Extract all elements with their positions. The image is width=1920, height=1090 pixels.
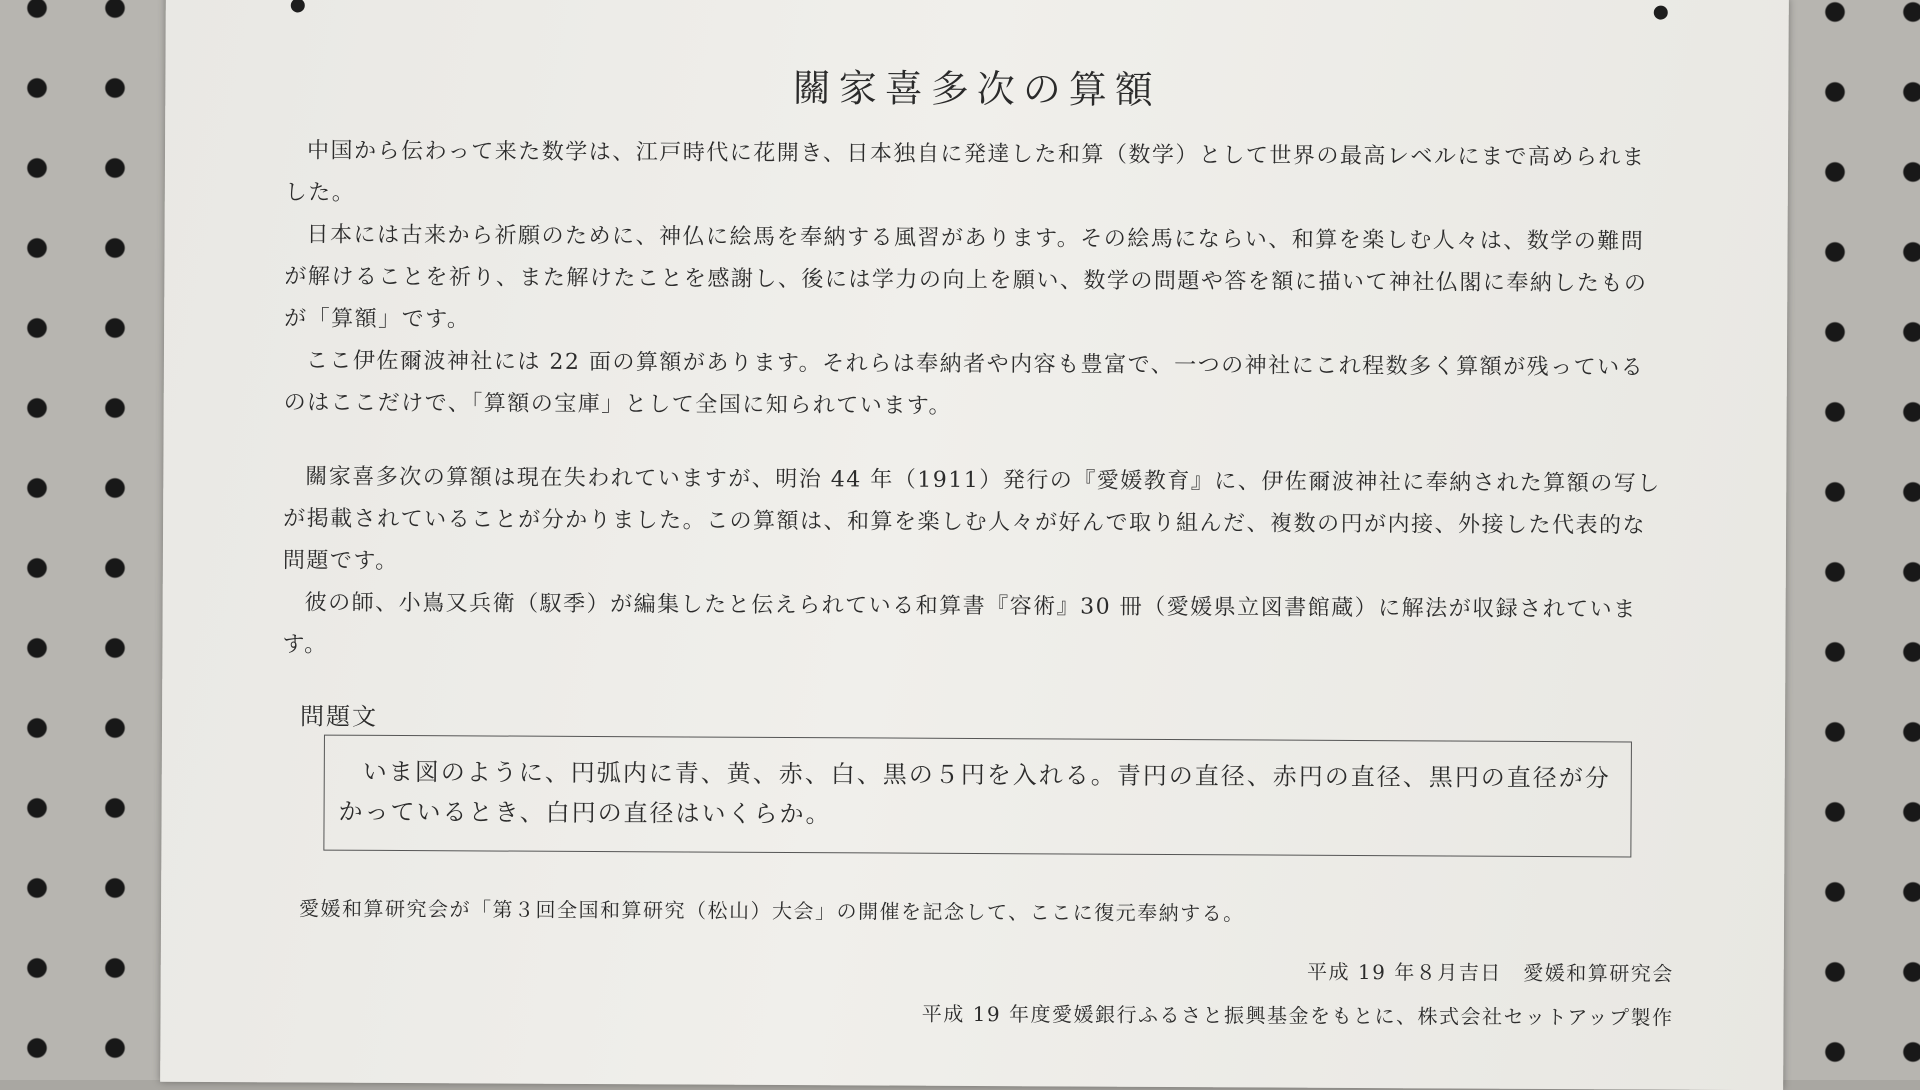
dedication-note: 愛媛和算研究会が「第３回全国和算研究（松山）大会」の開催を記念して、ここに復元奉納する。 xyxy=(298,896,1245,926)
plaque-title: 關家喜多次の算額 xyxy=(792,66,1161,112)
hanging-hook-right xyxy=(1654,6,1668,20)
intro-paragraph-1: 中国から伝わって来た数学は、江戸時代に花開き、日本独自に発達した和算（数学）として世界の最高レベルにまで高められました。 xyxy=(284,138,1646,206)
sangaku-plaque xyxy=(160,0,1789,1090)
pegboard-left xyxy=(0,0,168,1080)
problem-heading: 問題文 xyxy=(299,702,379,731)
intro-paragraph-3: ここ伊佐爾波神社には 22 面の算額があります。それらは奉納者や内容も豊富で、一つの神社にこれ程数多く算額が残っているのはここだけで、「算額の宝庫」として全国に知られています。 xyxy=(283,348,1645,419)
pegboard-right xyxy=(1780,0,1920,1080)
date-signature: 平成 19 年８月吉日 愛媛和算研究会 xyxy=(1307,959,1674,986)
production-credit: 平成 19 年度愛媛銀行ふるさと振興基金をもとに、株式会社セットアップ製作 xyxy=(921,1001,1674,1030)
history-paragraph-1: 關家喜多次の算額は現在失われていますが、明治 44 年（1911）発行の『愛媛教育』に、伊佐爾波神社に奉納された算額の写しが掲載されていることが分かりました。この算額は、和算を楽しむ人々が好んで取り組んだ、複数の円が内接、外接した代表的な問題です。 xyxy=(282,464,1661,574)
history-paragraph-2: 彼の師、小嶌又兵衛（馭季）が編集したと伝えられている和算書『容術』30 冊（愛媛県立図書館蔵）に解法が収録されています。 xyxy=(282,590,1637,658)
problem-box xyxy=(323,735,1632,858)
intro-paragraph-2: 日本には古来から祈願のために、神仏に絵馬を奉納する風習があります。その絵馬にならい、和算を楽しむ人々は、数学の難問が解けることを祈り、また解けたことを感謝し、後には学力の向上を願い、数学の問題や答を額に描いて神社仏閣に奉納したものが「算額」です。 xyxy=(284,222,1648,333)
hanging-hook-left xyxy=(291,0,305,12)
problem-text: いま図のように、円弧内に青、黄、赤、白、黒の５円を入れる。青円の直径、赤円の直径、黒円の直径が分かっているとき、白円の直径はいくらか。 xyxy=(338,757,1611,829)
